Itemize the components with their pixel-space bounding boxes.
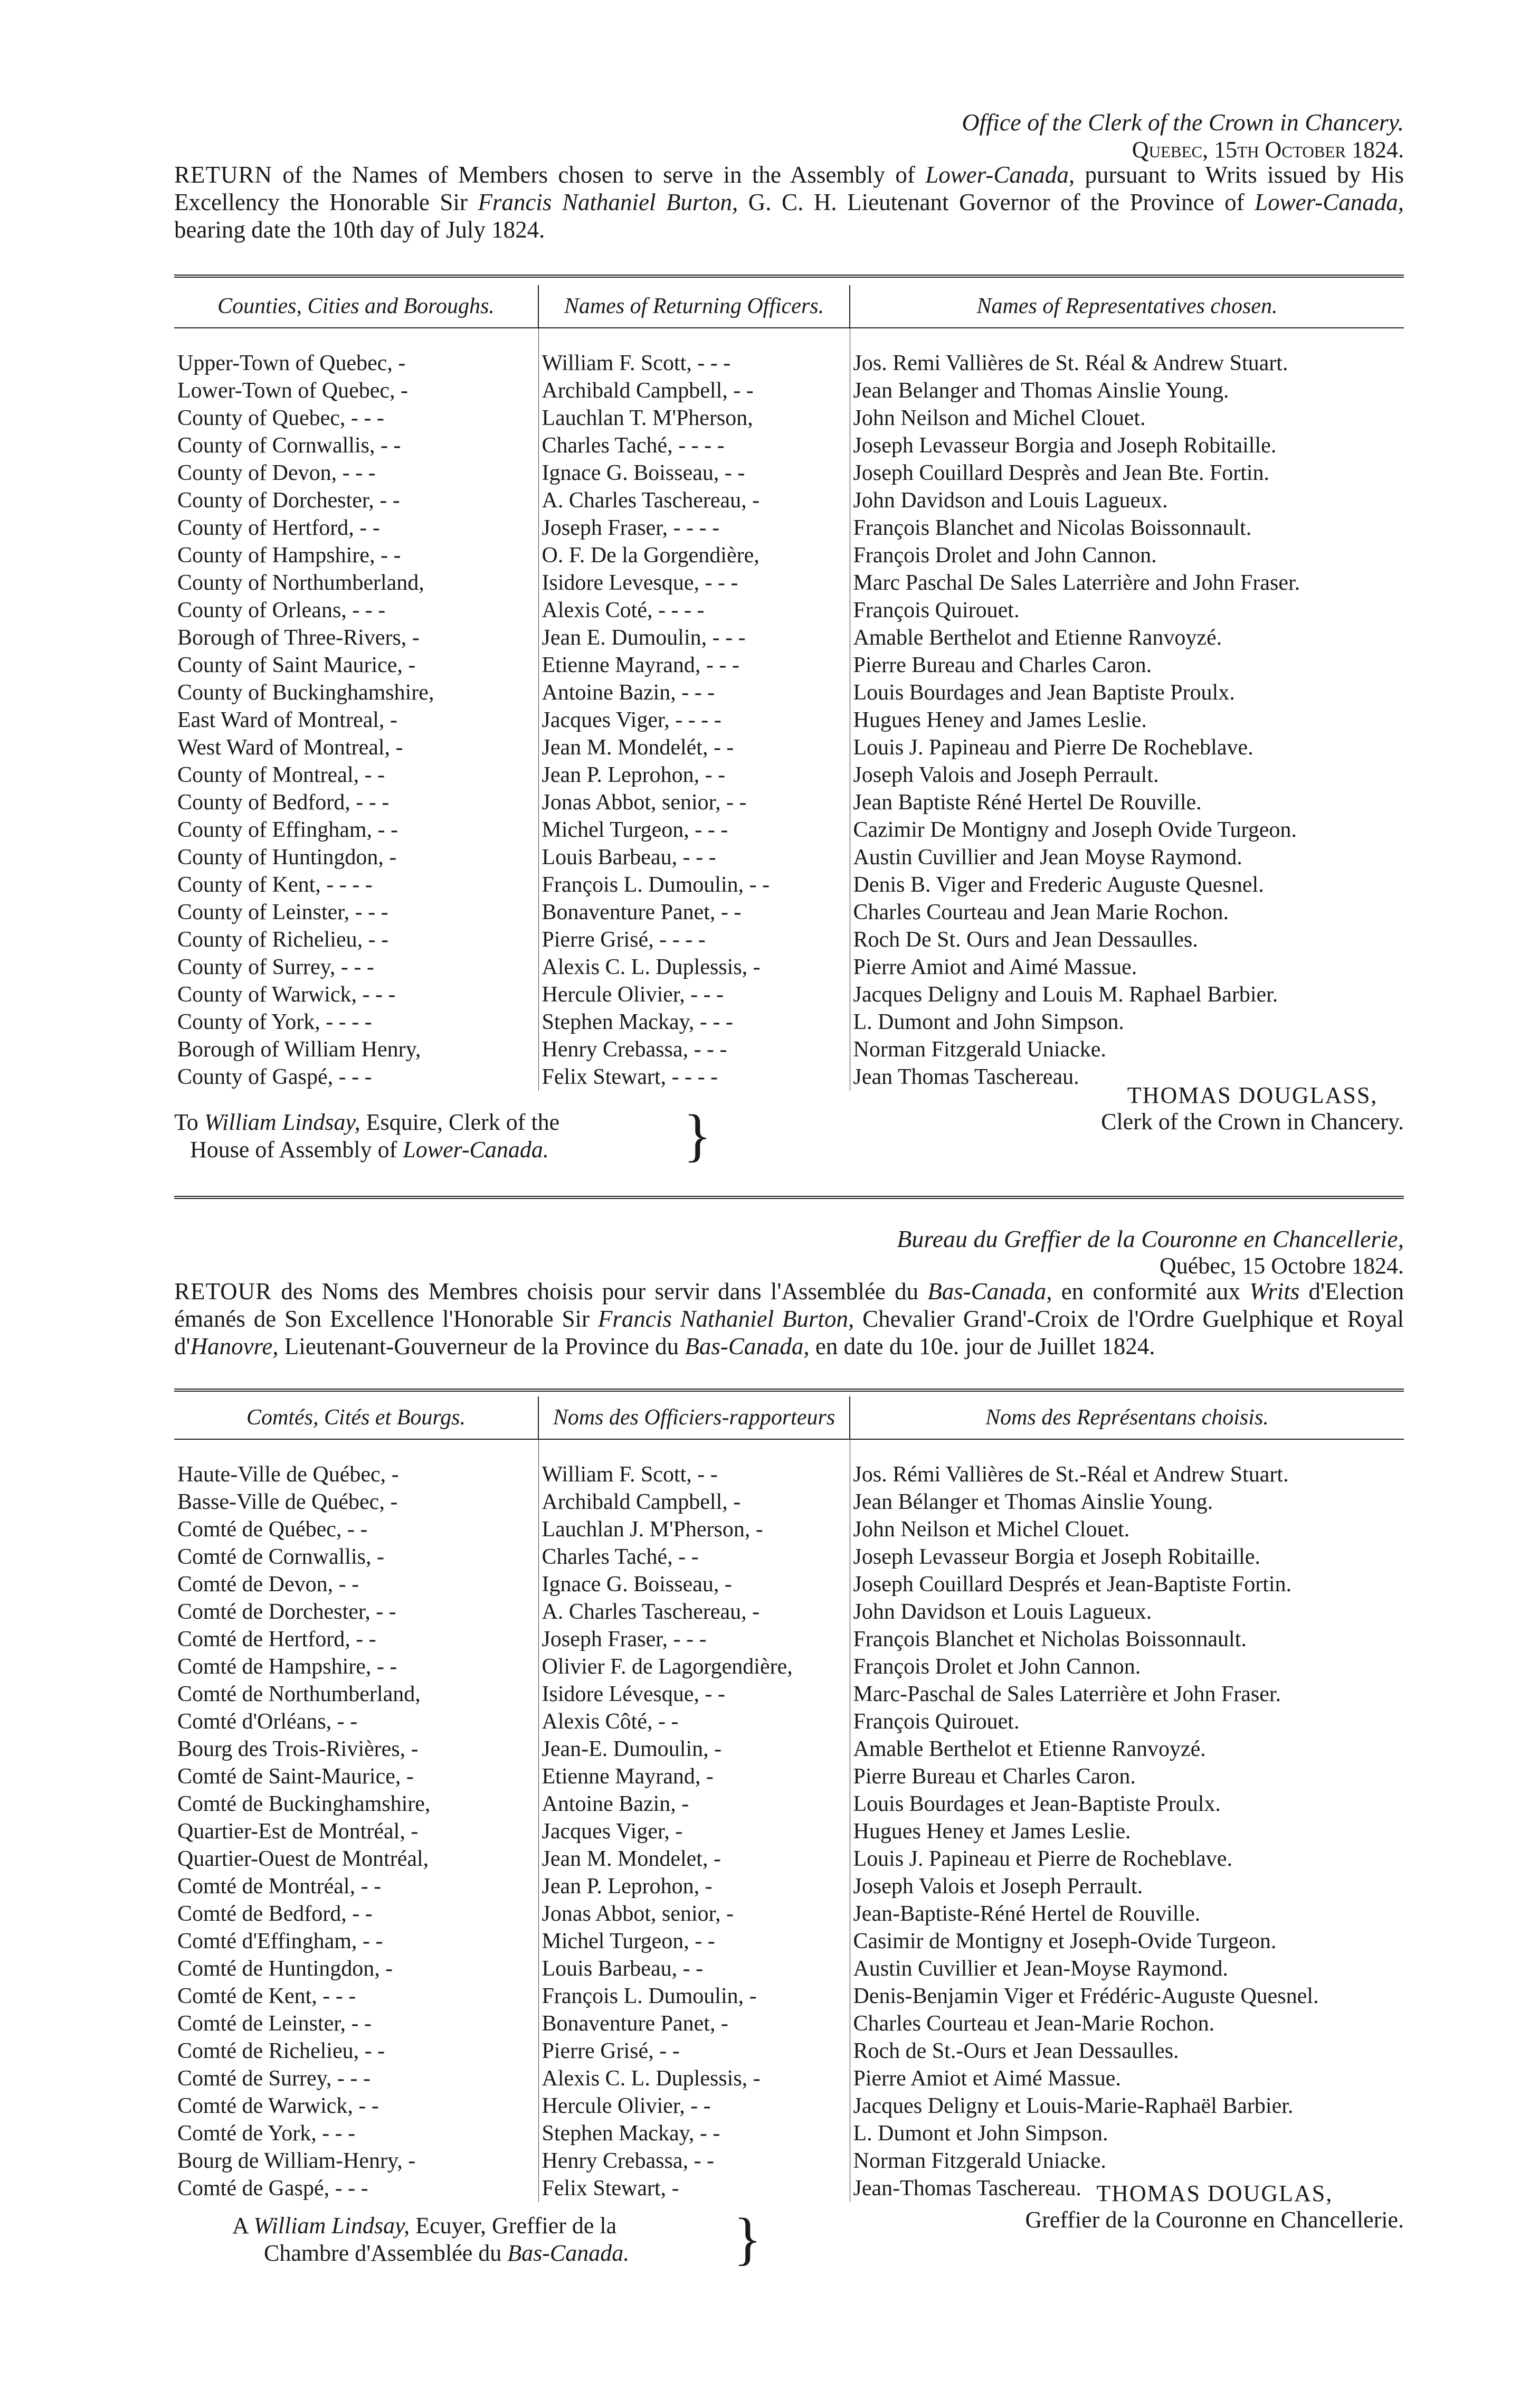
returning-officer-cell: Alexis Coté, - - - -: [538, 597, 850, 624]
representatives-cell: Jos. Rémi Vallières de St.-Réal et Andrew Stuart.: [853, 1462, 1289, 1487]
table-row: [174, 981, 1404, 1008]
constituency-cell: County of Devon, - - -: [174, 459, 538, 487]
table-row: [174, 1900, 1404, 1928]
col-header-counties: Comtés, Cités et Bourgs.: [174, 1396, 538, 1439]
signature-name: THOMAS DOUGLASS,: [1127, 1082, 1378, 1108]
returning-officer-cell: Jacques Viger, -: [538, 1818, 850, 1845]
office-heading: Office of the Clerk of the Crown in Chancery.: [962, 109, 1404, 136]
constituency-cell: Quartier-Est de Montréal, -: [174, 1818, 538, 1845]
addressee-block: A William Lindsay, Ecuyer, Greffier de la Chambre d'Assemblée du Bas-Canada.: [232, 2213, 630, 2266]
members-table: [174, 285, 1404, 1091]
table-row: [174, 569, 1404, 597]
representatives-cell: Denis B. Viger and Frederic Auguste Quesnel.: [853, 873, 1264, 897]
returning-officer-cell: Jean-E. Dumoulin, -: [538, 1735, 850, 1763]
representatives-cell: Jos. Remi Vallières de St. Réal & Andrew Stuart.: [853, 351, 1288, 375]
table-row: [174, 1036, 1404, 1063]
constituency-cell: Comté de Hertford, - -: [174, 1626, 538, 1653]
table-row: [174, 2147, 1404, 2175]
representatives-cell: François Blanchet and Nicolas Boissonnault.: [853, 516, 1252, 540]
return-intro: RETURN of the Names of Members chosen to serve in the Assembly of Lower-Canada, pursuant to Writs issued by His Excellency the Honorable Sir Francis Nathaniel Burton, G. C. H. Lieutenant Governor of the Province of Lower-Canada, bearing date the 10th day of July 1824.: [174, 162, 1404, 243]
returning-officer-cell: Bonaventure Panet, - -: [538, 899, 850, 926]
returning-officer-cell: Jean P. Leprohon, - -: [538, 761, 850, 789]
addressee-block: To William Lindsay, Esquire, Clerk of the House of Assembly of Lower-Canada.: [174, 1109, 560, 1163]
constituency-cell: County of Quebec, - - -: [174, 404, 538, 432]
representatives-cell: Jean Thomas Taschereau.: [853, 1065, 1079, 1089]
representatives-cell: Joseph Levasseur Borgia and Joseph Robitaille.: [853, 433, 1277, 458]
constituency-cell: Upper-Town of Quebec, -: [174, 350, 538, 377]
representatives-cell: Jean Bélanger et Thomas Ainslie Young.: [853, 1490, 1213, 1514]
representatives-cell: François Quirouet.: [853, 1710, 1020, 1734]
signature-title: Clerk of the Crown in Chancery.: [1101, 1109, 1404, 1135]
returning-officer-cell: François L. Dumoulin, - -: [538, 871, 850, 899]
returning-officer-cell: Michel Turgeon, - - -: [538, 816, 850, 844]
signature-block: [1025, 2180, 1404, 2233]
table-row: [174, 432, 1404, 459]
table-row: [174, 597, 1404, 624]
signature-block: [1101, 1082, 1404, 1135]
table-row: [174, 706, 1404, 734]
constituency-cell: Haute-Ville de Québec, -: [174, 1461, 538, 1488]
representatives-cell: Jean-Thomas Taschereau.: [853, 2176, 1081, 2201]
representatives-cell: Louis Bourdages and Jean Baptiste Proulx.: [853, 681, 1235, 705]
representatives-cell: Jean Baptiste Réné Hertel De Rouville.: [853, 790, 1202, 815]
table-row: [174, 2092, 1404, 2120]
returning-officer-cell: Felix Stewart, -: [538, 2175, 850, 2202]
representatives-cell: Austin Cuvillier et Jean-Moyse Raymond.: [853, 1957, 1228, 1981]
representatives-cell: Pierre Amiot and Aimé Massue.: [853, 955, 1137, 979]
table-row: [174, 1873, 1404, 1900]
representatives-cell: François Drolet and John Cannon.: [853, 543, 1157, 568]
returning-officer-cell: Henry Crebassa, - - -: [538, 1036, 850, 1063]
constituency-cell: Comté de Bedford, - -: [174, 1900, 538, 1928]
members-table: [174, 1396, 1404, 2202]
representatives-cell: Norman Fitzgerald Uniacke.: [853, 2149, 1106, 2173]
table-row: [174, 1928, 1404, 1955]
returning-officer-cell: William F. Scott, - - -: [538, 350, 850, 377]
constituency-cell: Basse-Ville de Québec, -: [174, 1488, 538, 1516]
table-row: [174, 1571, 1404, 1598]
table-row: [174, 1982, 1404, 2010]
constituency-cell: Borough of Three-Rivers, -: [174, 624, 538, 651]
returning-officer-cell: Alexis C. L. Duplessis, -: [538, 953, 850, 981]
table-row: [174, 844, 1404, 871]
returning-officer-cell: Michel Turgeon, - -: [538, 1928, 850, 1955]
representatives-cell: Joseph Levasseur Borgia et Joseph Robitaille.: [853, 1545, 1260, 1569]
intro-lead: RETURN: [174, 162, 272, 188]
representatives-cell: Charles Courteau et Jean-Marie Rochon.: [853, 2012, 1215, 2036]
returning-officer-cell: Ignace G. Boisseau, -: [538, 1571, 850, 1598]
representatives-cell: L. Dumont and John Simpson.: [853, 1010, 1124, 1034]
table-row: [174, 761, 1404, 789]
table-header-row: [174, 285, 1404, 328]
returning-officer-cell: Etienne Mayrand, - - -: [538, 651, 850, 679]
table-row: [174, 542, 1404, 569]
table-top-rule: [174, 275, 1404, 278]
representatives-cell: John Neilson and Michel Clouet.: [853, 406, 1146, 430]
table-row: [174, 350, 1404, 377]
returning-officer-cell: Antoine Bazin, - - -: [538, 679, 850, 706]
table-spacer-row: [174, 1439, 1404, 1461]
constituency-cell: County of Saint Maurice, -: [174, 651, 538, 679]
table-row: [174, 1626, 1404, 1653]
col-header-representatives: Noms des Représentans choisis.: [850, 1396, 1404, 1439]
constituency-cell: County of Effingham, - -: [174, 816, 538, 844]
table-row: [174, 1790, 1404, 1818]
representatives-cell: François Quirouet.: [853, 598, 1020, 622]
table-row: [174, 1845, 1404, 1873]
constituency-cell: County of Hertford, - -: [174, 514, 538, 542]
constituency-cell: Borough of William Henry,: [174, 1036, 538, 1063]
table-row: [174, 1461, 1404, 1488]
representatives-cell: Austin Cuvillier and Jean Moyse Raymond.: [853, 845, 1242, 870]
representatives-cell: John Davidson and Louis Lagueux.: [853, 488, 1168, 513]
representatives-cell: Roch de St.-Ours et Jean Dessaulles.: [853, 2039, 1179, 2063]
returning-officer-cell: Pierre Grisé, - -: [538, 2037, 850, 2065]
constituency-cell: Comté de Hampshire, - -: [174, 1653, 538, 1680]
returning-officer-cell: Charles Taché, - -: [538, 1543, 850, 1571]
french-section: [174, 1188, 1404, 2402]
constituency-cell: Comté de Richelieu, - -: [174, 2037, 538, 2065]
constituency-cell: Lower-Town of Quebec, -: [174, 377, 538, 404]
table-row: [174, 1653, 1404, 1680]
table-row: [174, 1708, 1404, 1735]
constituency-cell: County of Orleans, - - -: [174, 597, 538, 624]
returning-officer-cell: Jonas Abbot, senior, - -: [538, 789, 850, 816]
returning-officer-cell: Jonas Abbot, senior, -: [538, 1900, 850, 1928]
constituency-cell: Comté de Montréal, - -: [174, 1873, 538, 1900]
constituency-cell: Comté de Gaspé, - - -: [174, 2175, 538, 2202]
office-heading: Bureau du Greffier de la Couronne en Chancellerie,: [897, 1225, 1404, 1252]
returning-officer-cell: Pierre Grisé, - - - -: [538, 926, 850, 953]
col-header-counties: Counties, Cities and Boroughs.: [174, 285, 538, 328]
returning-officer-cell: Isidore Levesque, - - -: [538, 569, 850, 597]
constituency-cell: County of Gaspé, - - -: [174, 1063, 538, 1091]
returning-officer-cell: Olivier F. de Lagorgendière,: [538, 1653, 850, 1680]
col-header-representatives: Names of Representatives chosen.: [850, 285, 1404, 328]
constituency-cell: County of Leinster, - - -: [174, 899, 538, 926]
constituency-cell: County of Kent, - - - -: [174, 871, 538, 899]
representatives-cell: Joseph Couillard Després et Jean-Baptiste Fortin.: [853, 1572, 1292, 1597]
returning-officer-cell: A. Charles Taschereau, -: [538, 487, 850, 514]
table-row: [174, 816, 1404, 844]
representatives-cell: Joseph Couillard Desprès and Jean Bte. Fortin.: [853, 461, 1270, 485]
table-top-rule: [174, 1389, 1404, 1392]
table-row: [174, 2065, 1404, 2092]
representatives-cell: Joseph Valois and Joseph Perrault.: [853, 763, 1159, 787]
returning-officer-cell: Archibald Campbell, - -: [538, 377, 850, 404]
returning-officer-cell: Jean E. Dumoulin, - - -: [538, 624, 850, 651]
constituency-cell: County of York, - - - -: [174, 1008, 538, 1036]
table-row: [174, 1008, 1404, 1036]
table-row: [174, 679, 1404, 706]
representatives-cell: Hugues Heney et James Leslie.: [853, 1819, 1131, 1844]
returning-officer-cell: Alexis C. L. Duplessis, -: [538, 2065, 850, 2092]
returning-officer-cell: François L. Dumoulin, -: [538, 1982, 850, 2010]
returning-officer-cell: Alexis Côté, - -: [538, 1708, 850, 1735]
representatives-cell: Denis-Benjamin Viger et Frédéric-Auguste Quesnel.: [853, 1984, 1319, 2008]
representatives-cell: Pierre Bureau et Charles Caron.: [853, 1764, 1136, 1789]
constituency-cell: County of Bedford, - - -: [174, 789, 538, 816]
representatives-cell: Louis Bourdages et Jean-Baptiste Proulx.: [853, 1792, 1221, 1816]
constituency-cell: Comté de York, - - -: [174, 2120, 538, 2147]
returning-officer-cell: Hercule Olivier, - -: [538, 2092, 850, 2120]
returning-officer-cell: Joseph Fraser, - - -: [538, 1626, 850, 1653]
returning-officer-cell: Lauchlan T. M'Pherson,: [538, 404, 850, 432]
table-row: [174, 926, 1404, 953]
table-row: [174, 1543, 1404, 1571]
returning-officer-cell: Henry Crebassa, - -: [538, 2147, 850, 2175]
table-row: [174, 789, 1404, 816]
representatives-cell: François Drolet et John Cannon.: [853, 1655, 1141, 1679]
table-row: [174, 1516, 1404, 1543]
col-header-officers: Noms des Officiers-rapporteurs: [538, 1396, 850, 1439]
constituency-cell: Bourg de William-Henry, -: [174, 2147, 538, 2175]
constituency-cell: Comté de Buckinghamshire,: [174, 1790, 538, 1818]
constituency-cell: County of Montreal, - -: [174, 761, 538, 789]
constituency-cell: County of Dorchester, - -: [174, 487, 538, 514]
table-row: [174, 404, 1404, 432]
representatives-cell: Jacques Deligny et Louis-Marie-Raphaël Barbier.: [853, 2094, 1294, 2118]
returning-officer-cell: Stephen Mackay, - - -: [538, 1008, 850, 1036]
representatives-cell: Pierre Bureau and Charles Caron.: [853, 653, 1152, 677]
table-header-row: [174, 1396, 1404, 1439]
table-row: [174, 651, 1404, 679]
constituency-cell: West Ward of Montreal, -: [174, 734, 538, 761]
table-row: [174, 514, 1404, 542]
returning-officer-cell: O. F. De la Gorgendière,: [538, 542, 850, 569]
returning-officer-cell: Louis Barbeau, - -: [538, 1955, 850, 1982]
constituency-cell: County of Buckinghamshire,: [174, 679, 538, 706]
table-row: [174, 377, 1404, 404]
returning-officer-cell: Jacques Viger, - - - -: [538, 706, 850, 734]
representatives-cell: Charles Courteau and Jean Marie Rochon.: [853, 900, 1229, 924]
returning-officer-cell: Hercule Olivier, - - -: [538, 981, 850, 1008]
representatives-cell: Amable Berthelot et Etienne Ranvoyzé.: [853, 1737, 1206, 1761]
table-row: [174, 1598, 1404, 1626]
returning-officer-cell: Archibald Campbell, -: [538, 1488, 850, 1516]
return-intro: RETOUR des Noms des Membres choisis pour servir dans l'Assemblée du Bas-Canada, en conformité aux Writs d'Election émanés de Son Excellence l'Honorable Sir Francis Nathaniel Burton, Chevalier Grand'-Croix de l'Ordre Guelphique et Royal d'Hanovre, Lieutenant-Gouverneur de la Province du Bas-Canada, en date du 10e. jour de Juillet 1824.: [174, 1278, 1404, 1359]
constituency-cell: East Ward of Montreal, -: [174, 706, 538, 734]
constituency-cell: County of Huntingdon, -: [174, 844, 538, 871]
table-row: [174, 1818, 1404, 1845]
returning-officer-cell: Jean M. Mondelet, -: [538, 1845, 850, 1873]
returning-officer-cell: Stephen Mackay, - -: [538, 2120, 850, 2147]
returning-officer-cell: Antoine Bazin, -: [538, 1790, 850, 1818]
representatives-cell: François Blanchet et Nicholas Boissonnault.: [853, 1627, 1247, 1651]
constituency-cell: Comté de Northumberland,: [174, 1680, 538, 1708]
representatives-cell: Roch De St. Ours and Jean Dessaulles.: [853, 928, 1198, 952]
table-row: [174, 1680, 1404, 1708]
constituency-cell: County of Hampshire, - -: [174, 542, 538, 569]
returning-officer-cell: Lauchlan J. M'Pherson, -: [538, 1516, 850, 1543]
representatives-cell: John Neilson et Michel Clouet.: [853, 1517, 1130, 1542]
table-row: [174, 871, 1404, 899]
representatives-cell: Marc-Paschal de Sales Laterrière et John Fraser.: [853, 1682, 1281, 1706]
representatives-cell: Pierre Amiot et Aimé Massue.: [853, 2066, 1121, 2091]
constituency-cell: Comté de Leinster, - -: [174, 2010, 538, 2037]
constituency-cell: Comté d'Orléans, - -: [174, 1708, 538, 1735]
table-row: [174, 2010, 1404, 2037]
constituency-cell: Comté de Devon, - -: [174, 1571, 538, 1598]
constituency-cell: County of Northumberland,: [174, 569, 538, 597]
representatives-cell: Louis J. Papineau et Pierre de Rocheblave.: [853, 1847, 1232, 1871]
table-spacer-row: [174, 328, 1404, 350]
table-row: [174, 487, 1404, 514]
table-row: [174, 953, 1404, 981]
table-row: [174, 899, 1404, 926]
representatives-cell: L. Dumont et John Simpson.: [853, 2121, 1108, 2146]
representatives-cell: Louis J. Papineau and Pierre De Rocheblave.: [853, 735, 1253, 760]
intro-lead: RETOUR: [174, 1278, 272, 1305]
constituency-cell: Comté de Cornwallis, -: [174, 1543, 538, 1571]
signature-name: THOMAS DOUGLAS,: [1096, 2180, 1333, 2206]
representatives-cell: Hugues Heney and James Leslie.: [853, 708, 1147, 732]
brace-mark: }: [683, 1103, 711, 1167]
constituency-cell: Quartier-Ouest de Montréal,: [174, 1845, 538, 1873]
constituency-cell: Comté d'Effingham, - -: [174, 1928, 538, 1955]
representatives-cell: Joseph Valois et Joseph Perrault.: [853, 1874, 1143, 1899]
returning-officer-cell: Charles Taché, - - - -: [538, 432, 850, 459]
constituency-cell: Comté de Québec, - -: [174, 1516, 538, 1543]
table-row: [174, 459, 1404, 487]
constituency-cell: County of Warwick, - - -: [174, 981, 538, 1008]
returning-officer-cell: Louis Barbeau, - - -: [538, 844, 850, 871]
returning-officer-cell: Felix Stewart, - - - -: [538, 1063, 850, 1091]
representatives-cell: John Davidson et Louis Lagueux.: [853, 1600, 1152, 1624]
representatives-cell: Marc Paschal De Sales Laterrière and John Fraser.: [853, 571, 1300, 595]
table-row: [174, 2120, 1404, 2147]
returning-officer-cell: Isidore Lévesque, - -: [538, 1680, 850, 1708]
returning-officer-cell: Jean M. Mondelét, - -: [538, 734, 850, 761]
signature-title: Greffier de la Couronne en Chancellerie.: [1025, 2207, 1404, 2233]
constituency-cell: County of Richelieu, - -: [174, 926, 538, 953]
representatives-cell: Jean Belanger and Thomas Ainslie Young.: [853, 379, 1229, 403]
brace-mark: }: [734, 2206, 762, 2271]
returning-officer-cell: Etienne Mayrand, -: [538, 1763, 850, 1790]
constituency-cell: Comté de Surrey, - - -: [174, 2065, 538, 2092]
representatives-cell: Jean-Baptiste-Réné Hertel de Rouville.: [853, 1902, 1201, 1926]
constituency-cell: Comté de Dorchester, - -: [174, 1598, 538, 1626]
english-section: [174, 0, 1404, 1188]
returning-officer-cell: A. Charles Taschereau, -: [538, 1598, 850, 1626]
table-row: [174, 1955, 1404, 1982]
returning-officer-cell: Jean P. Leprohon, -: [538, 1873, 850, 1900]
representatives-cell: Norman Fitzgerald Uniacke.: [853, 1037, 1106, 1062]
constituency-cell: Comté de Saint-Maurice, -: [174, 1763, 538, 1790]
place-date: Québec, 15 Octobre 1824.: [1159, 1253, 1404, 1279]
constituency-cell: Comté de Huntingdon, -: [174, 1955, 538, 1982]
table-row: [174, 1488, 1404, 1516]
table-row: [174, 1763, 1404, 1790]
col-header-officers: Names of Returning Officers.: [538, 285, 850, 328]
representatives-cell: Amable Berthelot and Etienne Ranvoyzé.: [853, 626, 1222, 650]
constituency-cell: Comté de Warwick, - -: [174, 2092, 538, 2120]
table-row: [174, 1735, 1404, 1763]
place-date: Quebec, 15th October 1824.: [1132, 137, 1404, 163]
table-row: [174, 2037, 1404, 2065]
representatives-cell: Casimir de Montigny et Joseph-Ovide Turgeon.: [853, 1929, 1277, 1953]
table-row: [174, 734, 1404, 761]
returning-officer-cell: Ignace G. Boisseau, - -: [538, 459, 850, 487]
representatives-cell: Cazimir De Montigny and Joseph Ovide Turgeon.: [853, 818, 1297, 842]
returning-officer-cell: William F. Scott, - -: [538, 1461, 850, 1488]
constituency-cell: Comté de Kent, - - -: [174, 1982, 538, 2010]
representatives-cell: Jacques Deligny and Louis M. Raphael Barbier.: [853, 983, 1278, 1007]
returning-officer-cell: Joseph Fraser, - - - -: [538, 514, 850, 542]
table-row: [174, 624, 1404, 651]
returning-officer-cell: Bonaventure Panet, -: [538, 2010, 850, 2037]
constituency-cell: County of Cornwallis, - -: [174, 432, 538, 459]
constituency-cell: County of Surrey, - - -: [174, 953, 538, 981]
constituency-cell: Bourg des Trois-Rivières, -: [174, 1735, 538, 1763]
